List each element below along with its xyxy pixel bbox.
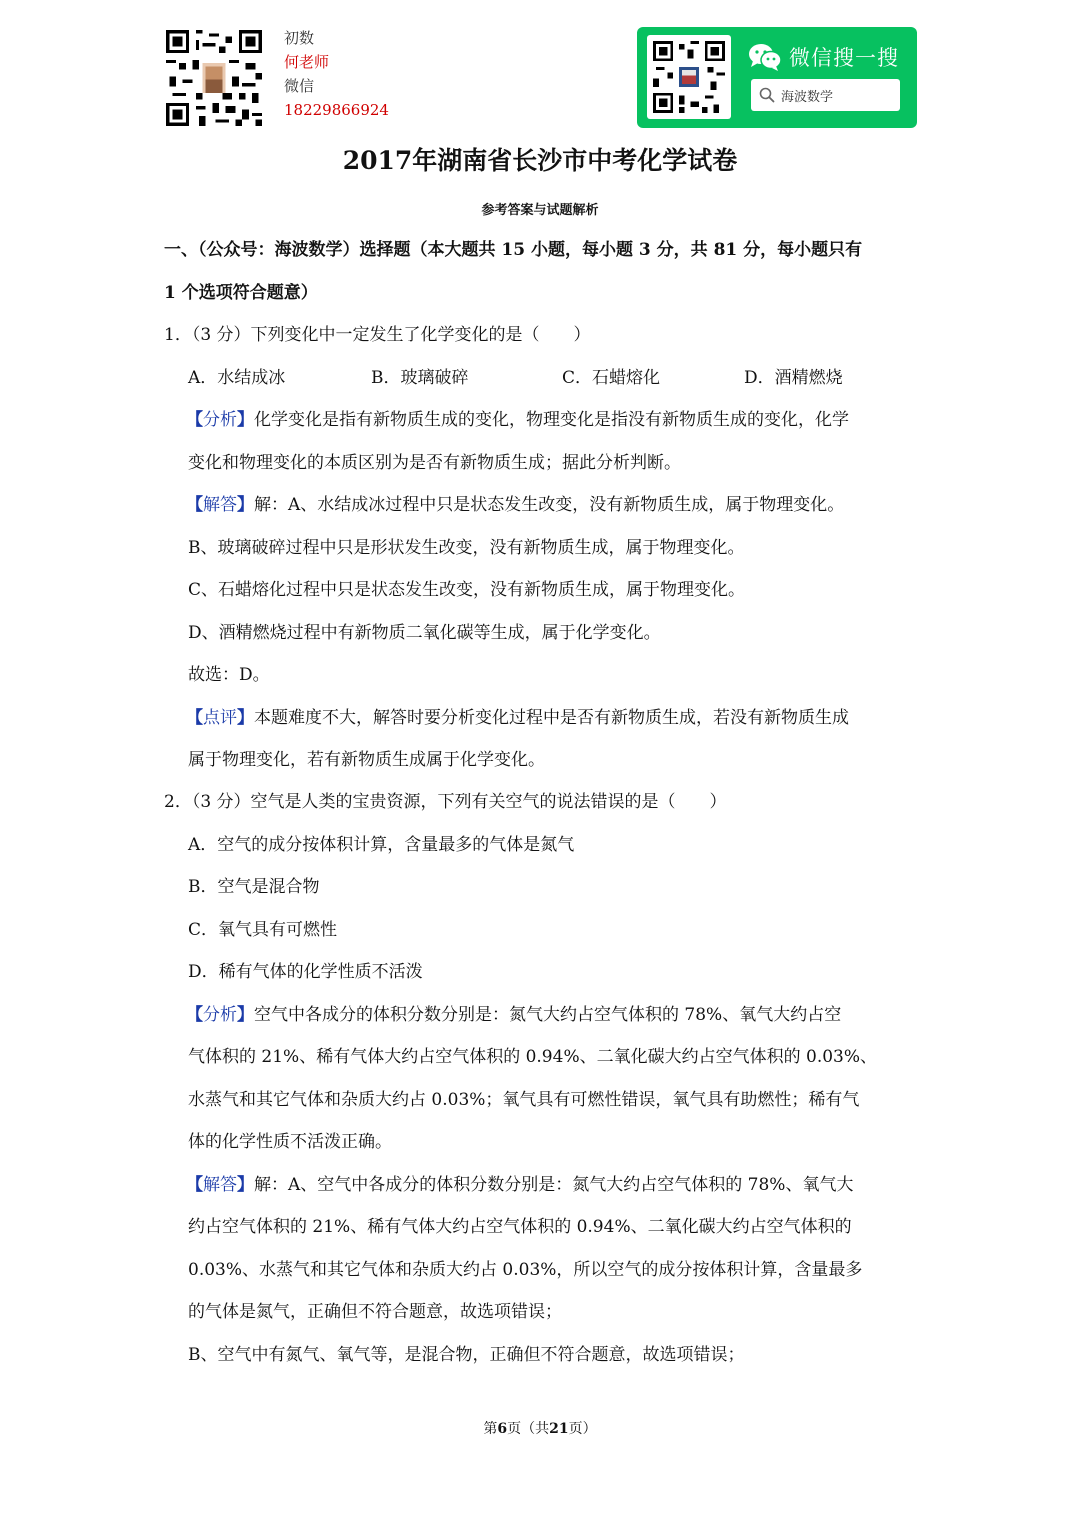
bracket-open: 【	[186, 495, 203, 515]
contact-info	[284, 26, 389, 122]
q1-answer-line-3: C、石蜡熔化过程中只是状态发生改变，没有新物质生成，属于物理变化。	[188, 580, 746, 600]
page-number-total: 21	[549, 1421, 569, 1437]
bracket-close: 】	[237, 1175, 254, 1195]
q1-option-b: B．玻璃破碎	[371, 368, 469, 388]
contact-line-3: 微信	[284, 77, 315, 95]
page-subtitle: 参考答案与试题解析	[481, 203, 599, 218]
q1-answer-line-4: D、酒精燃烧过程中有新物质二氧化碳等生成，属于化学变化。	[188, 623, 661, 643]
section-heading-line-2: 1 个选项符合题意）	[164, 283, 318, 303]
search-icon	[759, 87, 775, 103]
page-title: 2017年湖南省长沙市中考化学试卷	[342, 146, 738, 175]
contact-name: 何老师	[284, 53, 330, 71]
wechat-qr-code	[647, 35, 731, 119]
q1-analysis-label: 分析	[203, 410, 237, 430]
q2-answer-line-5: B、空气中有氮气、氧气等，是混合物，正确但不符合题意，故选项错误；	[188, 1345, 745, 1365]
q1-answer-line-5: 故选：D。	[188, 665, 270, 685]
q2-analysis-line-2: 气体积的 21%、稀有气体大约占空气体积的 0.94%、二氧化碳大约占空气体积的 0.03%、	[188, 1047, 878, 1067]
wechat-logo-icon	[747, 42, 783, 72]
contact-phone: 18229866924	[284, 101, 389, 119]
q2-analysis-line-4: 体的化学性质不活泼正确。	[188, 1132, 392, 1152]
q1-option-a: A．水结成冰	[188, 368, 286, 388]
q2-option-d: D．稀有气体的化学性质不活泼	[188, 962, 423, 982]
page-number-current: 6	[497, 1421, 508, 1437]
q2-analysis-line-3: 水蒸气和其它气体和杂质大约占 0.03%；氧气具有可燃性错误，氧气具有助燃性；稀有气	[188, 1090, 860, 1110]
wechat-search-title-text: 微信搜一搜	[789, 46, 899, 70]
q1-stem: 1．（3 分）下列变化中一定发生了化学变化的是（ ）	[164, 325, 591, 345]
bracket-close: 】	[237, 410, 254, 430]
q2-answer-label: 解答	[203, 1175, 237, 1195]
q2-analysis-text-1: 空气中各成分的体积分数分别是：氮气大约占空气体积的 78%、氧气大约占空	[254, 1005, 842, 1025]
q1-analysis-line-2: 变化和物理变化的本质区别为是否有新物质生成；据此分析判断。	[188, 453, 681, 473]
bracket-close: 】	[237, 708, 254, 728]
q1-comment-line-2: 属于物理变化，若有新物质生成属于化学变化。	[188, 750, 545, 770]
q1-option-d: D．酒精燃烧	[744, 368, 843, 388]
q2-answer-line-2: 约占空气体积的 21%、稀有气体大约占空气体积的 0.94%、二氧化碳大约占空气体积的	[188, 1217, 852, 1237]
q1-answer-label: 解答	[203, 495, 237, 515]
page-number	[0, 1418, 1080, 1438]
page-number-suffix: 页）	[568, 1421, 597, 1437]
q1-answer-line-2: B、玻璃破碎过程中只是形状发生改变，没有新物质生成，属于物理变化。	[188, 538, 745, 558]
contact-qr-code	[166, 30, 262, 126]
page-number-mid: 页（共	[507, 1421, 550, 1437]
q1-analysis-line-1	[186, 406, 849, 434]
bracket-open: 【	[186, 1175, 203, 1195]
q2-answer-line-4: 的气体是氮气，正确但不符合题意，故选项错误；	[188, 1302, 562, 1322]
q1-comment-text-1: 本题难度不大，解答时要分析变化过程中是否有新物质生成，若没有新物质生成	[254, 708, 849, 728]
q2-answer-line-1	[186, 1171, 853, 1199]
q2-answer-line-3: 0.03%、水蒸气和其它气体和杂质大约占 0.03%，所以空气的成分按体积计算，含量最多	[188, 1260, 863, 1280]
q1-answer-text-1: 解：A、水结成冰过程中只是状态发生改变，没有新物质生成，属于物理变化。	[254, 495, 845, 515]
q2-analysis-line-1	[186, 1001, 841, 1029]
q1-answer-line-1	[186, 491, 844, 519]
wechat-search-box[interactable]	[751, 79, 900, 111]
wechat-search-card[interactable]	[637, 27, 917, 128]
section-heading-line-1: 一、（公众号：海波数学）选择题（本大题共 15 小题，每小题 3 分，共 81 分，每小题只有	[164, 240, 863, 260]
q2-option-c: C．氧气具有可燃性	[188, 920, 338, 940]
bracket-close: 】	[237, 495, 254, 515]
q1-comment-label: 点评	[203, 708, 237, 728]
bracket-open: 【	[186, 1005, 203, 1025]
q2-option-a: A．空气的成分按体积计算，含量最多的气体是氮气	[188, 835, 575, 855]
q2-answer-text-1: 解：A、空气中各成分的体积分数分别是：氮气大约占空气体积的 78%、氧气大	[254, 1175, 854, 1195]
q2-analysis-label: 分析	[203, 1005, 237, 1025]
wechat-search-query: 海波数学	[781, 89, 834, 105]
contact-line-1: 初数	[284, 29, 315, 47]
q2-option-b: B．空气是混合物	[188, 877, 320, 897]
q1-comment-line-1	[186, 704, 849, 732]
wechat-search-title	[747, 41, 899, 73]
q1-analysis-text-1: 化学变化是指有新物质生成的变化，物理变化是指没有新物质生成的变化，化学	[254, 410, 849, 430]
q1-option-c: C．石蜡熔化	[562, 368, 661, 388]
bracket-close: 】	[237, 1005, 254, 1025]
bracket-open: 【	[186, 708, 203, 728]
bracket-open: 【	[186, 410, 203, 430]
q2-stem: 2．（3 分）空气是人类的宝贵资源，下列有关空气的说法错误的是（ ）	[164, 792, 727, 812]
page-number-prefix: 第	[483, 1421, 498, 1437]
